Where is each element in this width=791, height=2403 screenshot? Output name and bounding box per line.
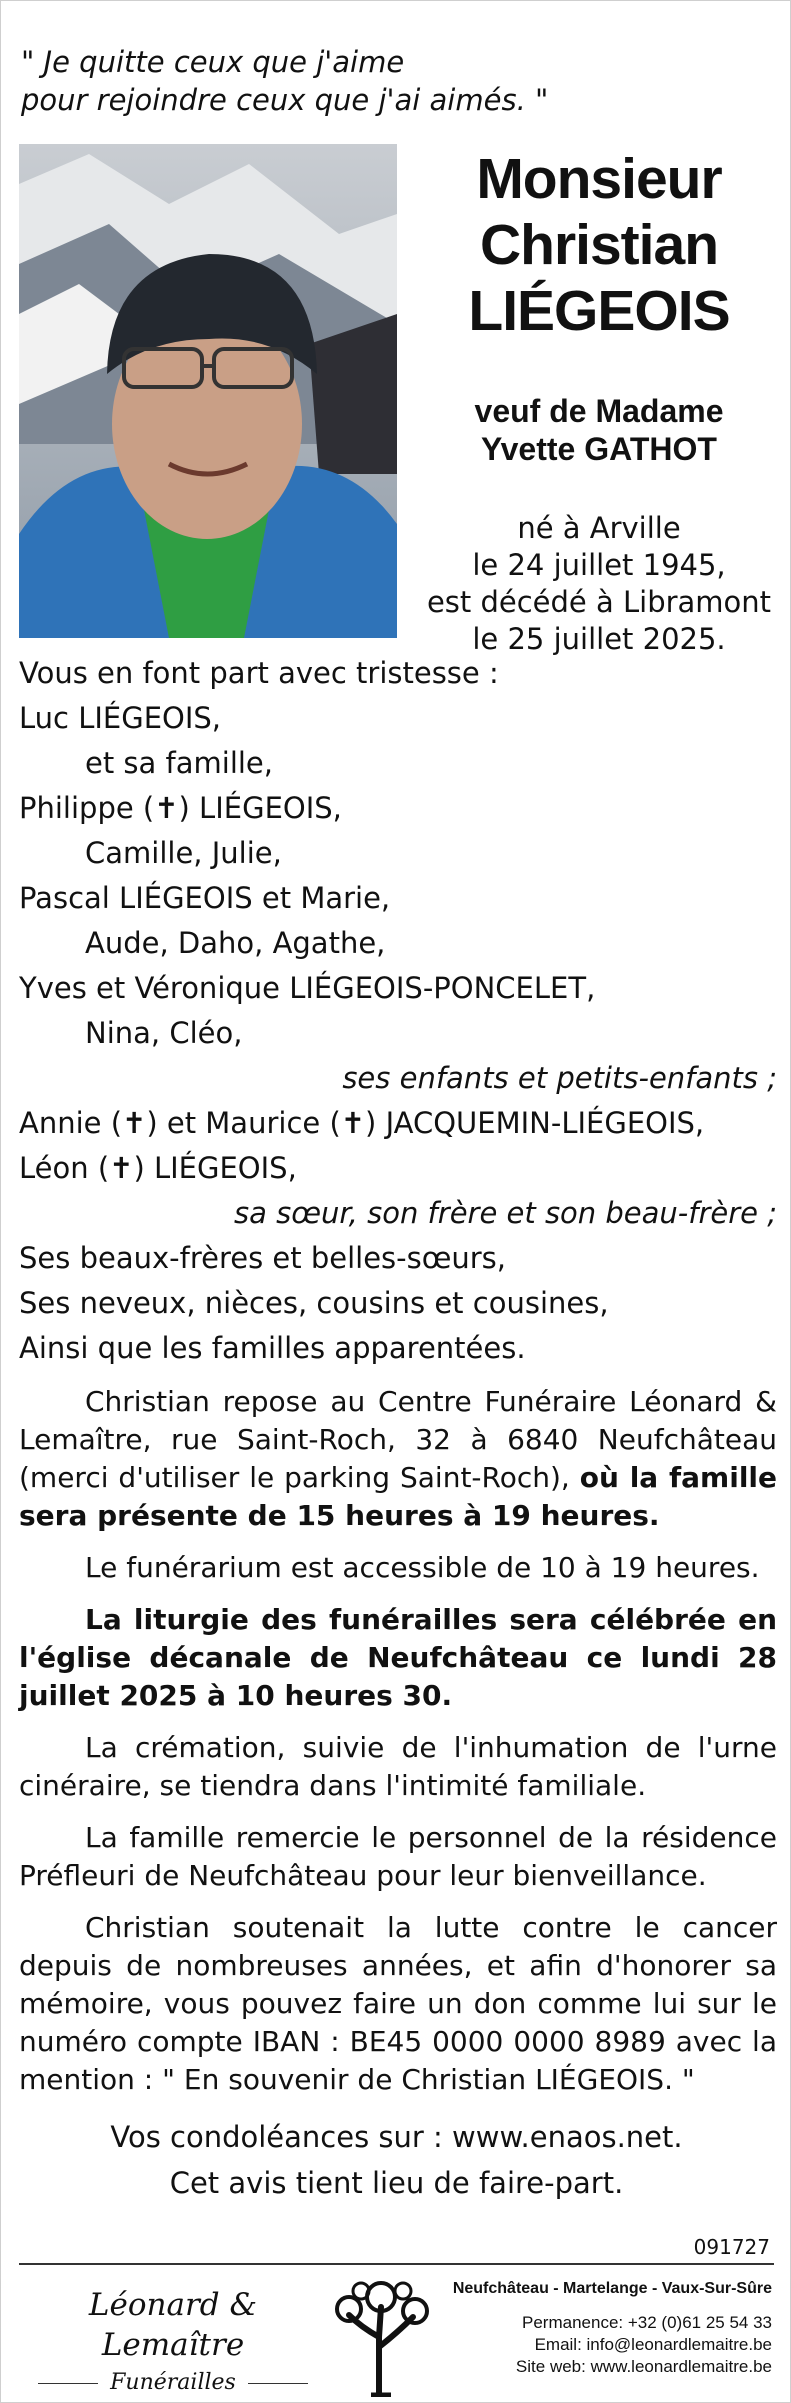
logo-rule-right bbox=[248, 2383, 308, 2384]
locations: Neufchâteau - Martelange - Vaux-Sur-Sûre bbox=[452, 2280, 772, 2297]
website: Site web: www.leonardlemaitre.be bbox=[515, 2357, 772, 2376]
portrait-photo bbox=[19, 144, 397, 638]
family-member: Philippe (✝) LIÉGEOIS, bbox=[19, 791, 342, 825]
birth-death-info bbox=[419, 510, 779, 658]
family-member: Yves et Véronique LIÉGEOIS-PONCELET, bbox=[19, 971, 596, 1005]
deceased-header bbox=[419, 146, 779, 658]
visitation-paragraph bbox=[19, 1383, 777, 1535]
donation-paragraph: Christian soutenait la lutte contre le cancer depuis de nombreuses années, et afin d'honorer sa mémoire, vous pouvez faire un don comme lui sur le numéro compte IBAN : BE45 0000 0000 8989 avec la mention : " En souvenir de Christian LIÉGEOIS. " bbox=[19, 1911, 777, 2096]
notice-line: Cet avis tient lieu de faire-part. bbox=[169, 2166, 624, 2200]
sibling-line: Léon (✝) LIÉGEOIS, bbox=[19, 1151, 297, 1185]
reference-number: 091727 bbox=[693, 2235, 770, 2259]
liturgy-paragraph: La liturgie des funérailles sera célébrée en l'église décanale de Neufchâteau ce lundi 28 juillet 2025 à 10 heures 30. bbox=[19, 1603, 777, 1712]
portrait-illustration bbox=[19, 144, 397, 638]
footer-divider bbox=[19, 2263, 774, 2265]
bio-line: est décédé à Libramont bbox=[426, 585, 772, 619]
tree-icon bbox=[331, 2277, 431, 2397]
logo-rule-left bbox=[38, 2383, 98, 2384]
family-member: Aude, Daho, Agathe, bbox=[85, 926, 386, 960]
deceased-last-name: LIÉGEOIS bbox=[468, 279, 730, 343]
bio-line: le 25 juillet 2025. bbox=[472, 622, 726, 656]
logo-name: Léonard & Lemaître bbox=[88, 2287, 258, 2363]
funeral-home-logo bbox=[23, 2285, 323, 2397]
family-member: Luc LIÉGEOIS, bbox=[19, 701, 222, 735]
family-member: et sa famille, bbox=[85, 746, 273, 780]
deceased-title: Monsieur bbox=[476, 147, 722, 211]
funeral-details bbox=[19, 1383, 777, 2113]
logo-sub-text: Funérailles bbox=[110, 2370, 236, 2395]
visitation-text: Christian repose au Centre Funéraire Léonard & Lemaître, rue Saint-Roch, 32 à 6840 Neufchâteau (merci d'utiliser le parking Saint-Roch), bbox=[19, 1385, 777, 1494]
family-intro: Vous en font part avec tristesse : bbox=[19, 656, 499, 690]
other-family-line: Ainsi que les familles apparentées. bbox=[19, 1331, 526, 1365]
funerarium-hours: Le funérarium est accessible de 10 à 19 heures. bbox=[85, 1551, 760, 1584]
other-family-line: Ses beaux-frères et belles-sœurs, bbox=[19, 1241, 507, 1275]
condolences-line: Vos condoléances sur : www.enaos.net. bbox=[110, 2120, 683, 2154]
family-member: Nina, Cléo, bbox=[85, 1016, 243, 1050]
quote-line-2: pour rejoindre ceux que j'ai aimés. " bbox=[21, 83, 549, 117]
phone: Permanence: +32 (0)61 25 54 33 bbox=[522, 2313, 772, 2332]
family-list bbox=[19, 651, 777, 1371]
epigraph-quote bbox=[21, 43, 721, 119]
widow-line-2: Yvette GATHOT bbox=[481, 431, 717, 467]
quote-line-1: " Je quitte ceux que j'aime bbox=[21, 45, 405, 79]
logo-subtitle bbox=[23, 2369, 323, 2397]
funeral-home-contact bbox=[427, 2278, 772, 2378]
family-member: Pascal LIÉGEOIS et Marie, bbox=[19, 881, 391, 915]
role-siblings: sa sœur, son frère et son beau-frère ; bbox=[234, 1196, 777, 1230]
deceased-first-name: Christian bbox=[479, 213, 719, 277]
sibling-line: Annie (✝) et Maurice (✝) JACQUEMIN-LIÉGEOIS, bbox=[19, 1106, 705, 1140]
other-family-line: Ses neveux, nièces, cousins et cousines, bbox=[19, 1286, 609, 1320]
cremation-paragraph: La crémation, suivie de l'inhumation de l'urne cinéraire, se tiendra dans l'intimité familiale. bbox=[19, 1731, 777, 1802]
bio-line: le 24 juillet 1945, bbox=[472, 548, 726, 582]
visitation-hours: où la famille sera présente de 15 heures à 19 heures. bbox=[19, 1461, 777, 1532]
email: Email: info@leonardlemaitre.be bbox=[534, 2335, 772, 2354]
widow-line-1: veuf de Madame bbox=[474, 393, 724, 429]
thanks-paragraph: La famille remercie le personnel de la résidence Préfleuri de Neufchâteau pour leur bienveillance. bbox=[19, 1821, 777, 1892]
family-member: Camille, Julie, bbox=[85, 836, 282, 870]
role-children: ses enfants et petits-enfants ; bbox=[342, 1061, 777, 1095]
bio-line: né à Arville bbox=[517, 511, 681, 545]
